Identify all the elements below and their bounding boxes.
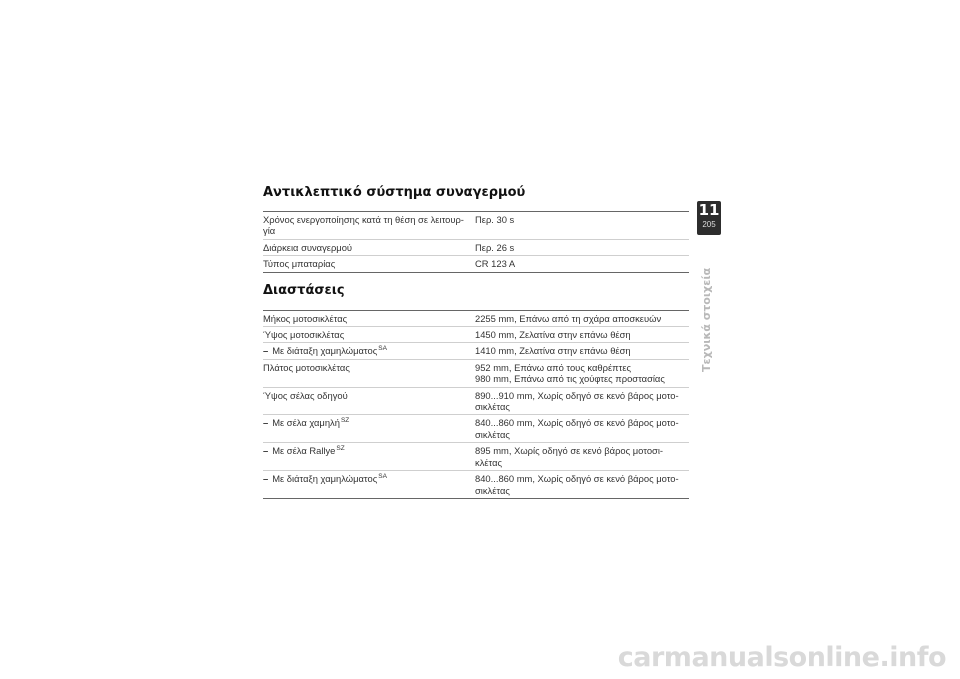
- section-title: Διαστάσεις: [263, 282, 345, 298]
- table-row: [263, 387, 689, 415]
- table-row: [263, 327, 689, 343]
- spec-value: 890...910 mm, Χωρίς οδηγό σε κενό βάρος μοτο- σικλέτας: [475, 387, 689, 415]
- table-row: [263, 359, 689, 387]
- spec-label: [263, 239, 475, 255]
- spec-table-anti-theft: [263, 211, 689, 273]
- sub-item-dash: –: [263, 417, 269, 429]
- watermark: carmanualsonline.info: [617, 642, 946, 673]
- spec-label-text: Με διάταξη χαμηλώματος: [272, 473, 378, 485]
- spec-label: [263, 327, 475, 343]
- section-title: Αντικλεπτικό σύστημα συναγερμού: [263, 185, 526, 200]
- table-row: [263, 239, 689, 255]
- table-row: [263, 443, 689, 471]
- sub-item-dash: –: [263, 473, 269, 485]
- spec-label-text: Πλάτος μοτοσικλέτας: [263, 361, 350, 373]
- table-row: [263, 415, 689, 443]
- table-row: [263, 471, 689, 499]
- spec-label-text: Διάρκεια συναγερμού: [263, 241, 353, 253]
- spec-value: 840...860 mm, Χωρίς οδηγό σε κενό βάρος μοτο- σικλέτας: [475, 415, 689, 443]
- spec-value: 1450 mm, Ζελατίνα στην επάνω θέση: [475, 327, 689, 343]
- section-dimensions: [263, 283, 689, 499]
- spec-value: 952 mm, Επάνω από τους καθρέπτες 980 mm, Επάνω από τις χούφτες προστασίας: [475, 359, 689, 387]
- spec-label-text: Με διάταξη χαμηλώματος: [272, 345, 378, 357]
- chapter-number: 11: [698, 201, 720, 219]
- table-row: [263, 212, 689, 240]
- spec-label: [263, 443, 475, 471]
- spec-value: 2255 mm, Επάνω από τη σχάρα αποσκευών: [475, 310, 689, 326]
- option-code: SZ: [336, 445, 345, 453]
- spec-table-dimensions: [263, 310, 689, 499]
- spec-value: 840...860 mm, Χωρίς οδηγό σε κενό βάρος μοτο- σικλέτας: [475, 471, 689, 499]
- section-anti-theft: [263, 185, 689, 273]
- spec-label-text: Μήκος μοτοσικλέτας: [263, 312, 348, 324]
- spec-label-text: Ύψος σέλας οδηγού: [263, 389, 348, 401]
- option-code: SA: [378, 345, 387, 353]
- spec-label: [263, 471, 475, 499]
- chapter-tab: [697, 201, 721, 235]
- spec-label-text: Χρόνος ενεργοποίησης κατά τη θέση σε λειτουρ- γία: [263, 214, 464, 237]
- table-row: [263, 343, 689, 359]
- spec-value: Περ. 30 s: [475, 212, 689, 240]
- spec-label-text: Με σέλα χαμηλή: [272, 417, 340, 429]
- option-code: SZ: [340, 417, 350, 425]
- spec-label: [263, 310, 475, 326]
- page-number: 205: [702, 220, 716, 229]
- spec-label-text: Με σέλα Rallye: [272, 445, 336, 457]
- spec-label: [263, 256, 475, 272]
- spec-label: [263, 415, 475, 443]
- spec-label-text: Ύψος μοτοσικλέτας: [263, 329, 345, 341]
- table-row: [263, 256, 689, 272]
- spec-label: [263, 212, 475, 240]
- sub-item-dash: –: [263, 445, 269, 457]
- spec-value: CR 123 A: [475, 256, 689, 272]
- option-code: SA: [378, 472, 387, 480]
- spec-value: 1410 mm, Ζελατίνα στην επάνω θέση: [475, 343, 689, 359]
- spec-value: 895 mm, Χωρίς οδηγό σε κενό βάρος μοτοσι- κλέτας: [475, 443, 689, 471]
- spec-value: Περ. 26 s: [475, 239, 689, 255]
- document-content: [263, 185, 689, 499]
- spec-label-text: Τύπος μπαταρίας: [263, 258, 336, 270]
- table-row: [263, 310, 689, 326]
- chapter-side-label: Τεχνικά στοιχεία: [700, 267, 713, 372]
- spec-label: [263, 343, 475, 359]
- sub-item-dash: –: [263, 345, 269, 357]
- spec-label: [263, 387, 475, 415]
- spec-label: [263, 359, 475, 387]
